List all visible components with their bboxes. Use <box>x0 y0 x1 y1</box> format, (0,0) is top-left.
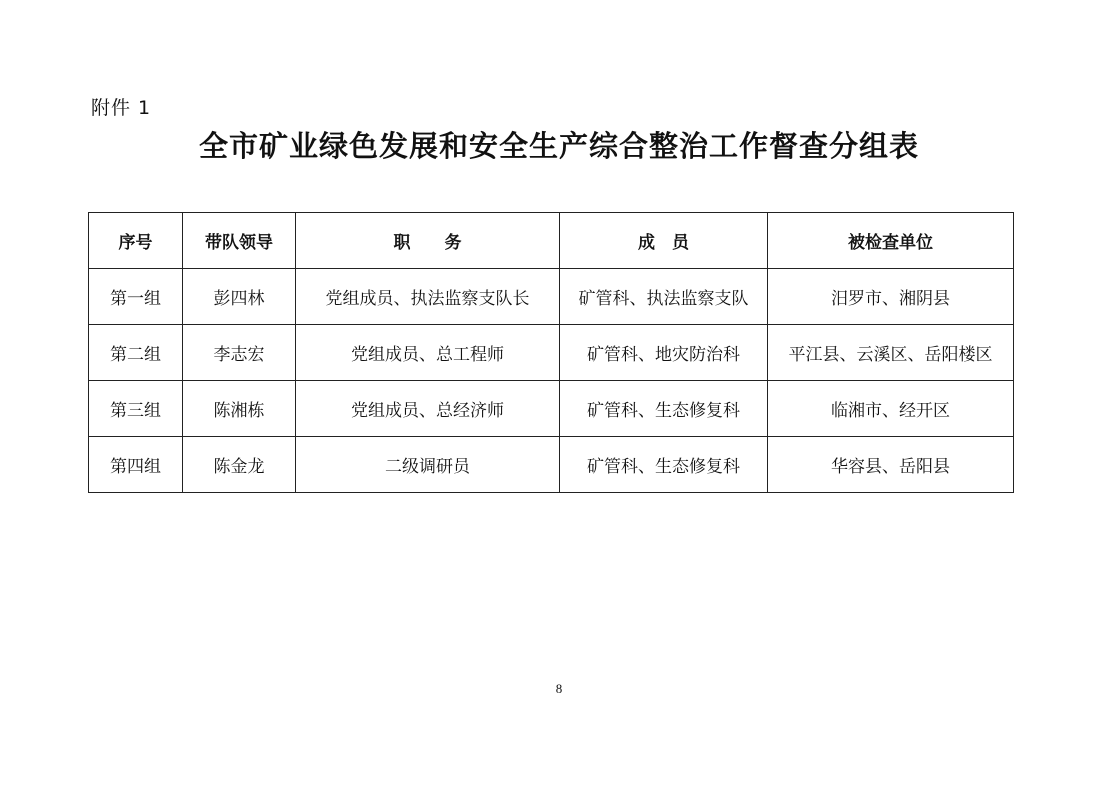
cell-members: 矿管科、地灾防治科 <box>560 325 768 381</box>
cell-members: 矿管科、生态修复科 <box>560 381 768 437</box>
cell-members: 矿管科、生态修复科 <box>560 437 768 493</box>
table-row <box>89 325 1014 381</box>
cell-position: 党组成员、总工程师 <box>296 325 560 381</box>
cell-members: 矿管科、执法监察支队 <box>560 269 768 325</box>
cell-serial: 第一组 <box>89 269 183 325</box>
cell-inspected-units: 平江县、云溪区、岳阳楼区 <box>768 325 1014 381</box>
document-title: 全市矿业绿色发展和安全生产综合整治工作督查分组表 <box>198 129 919 163</box>
cell-leader: 陈金龙 <box>183 437 296 493</box>
cell-position: 党组成员、总经济师 <box>296 381 560 437</box>
table-header-row <box>89 213 1014 269</box>
header-position: 职 务 <box>296 213 560 269</box>
header-leader: 带队领导 <box>183 213 296 269</box>
cell-inspected-units: 汨罗市、湘阴县 <box>768 269 1014 325</box>
page-number: 8 <box>555 681 563 696</box>
header-serial: 序号 <box>89 213 183 269</box>
cell-leader: 陈湘栋 <box>183 381 296 437</box>
header-members: 成 员 <box>560 213 768 269</box>
cell-leader: 彭四林 <box>183 269 296 325</box>
cell-serial: 第三组 <box>89 381 183 437</box>
cell-serial: 第四组 <box>89 437 183 493</box>
table-row <box>89 381 1014 437</box>
cell-position: 二级调研员 <box>296 437 560 493</box>
table-row <box>89 437 1014 493</box>
cell-inspected-units: 华容县、岳阳县 <box>768 437 1014 493</box>
header-inspected-units: 被检查单位 <box>768 213 1014 269</box>
inspection-group-table <box>88 212 1014 493</box>
cell-leader: 李志宏 <box>183 325 296 381</box>
table-row <box>89 269 1014 325</box>
cell-position: 党组成员、执法监察支队长 <box>296 269 560 325</box>
cell-inspected-units: 临湘市、经开区 <box>768 381 1014 437</box>
cell-serial: 第二组 <box>89 325 183 381</box>
attachment-label: 附件 1 <box>91 97 152 119</box>
